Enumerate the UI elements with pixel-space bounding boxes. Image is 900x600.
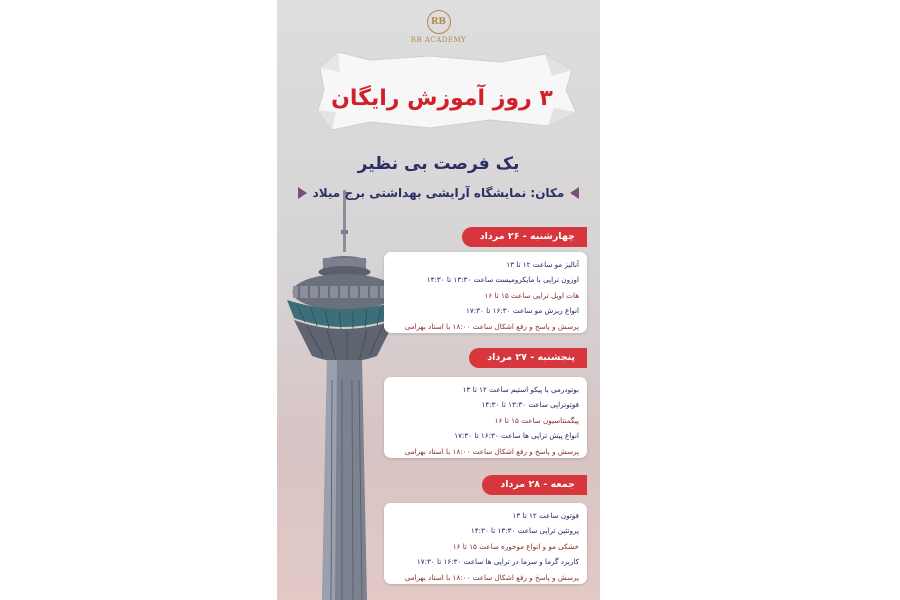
- schedule-item: هات اویل تراپی ساعت ۱۵ تا ۱۶: [484, 290, 579, 300]
- schedule-item: پرسش و پاسخ و رفع اشکال ساعت ۱۸:۰۰ با استاد بهرامی: [404, 446, 579, 456]
- logo-emblem-icon: RB: [427, 10, 451, 34]
- schedule-card-wednesday: [384, 252, 587, 333]
- schedule-item: پیگمنتاسیون ساعت ۱۵ تا ۱۶: [494, 415, 579, 425]
- poster: [277, 0, 600, 600]
- schedule-item: انواع پیش تراپی ها ساعت ۱۶:۳۰ تا ۱۷:۳۰: [454, 431, 579, 441]
- bullet-right-icon: [298, 187, 307, 199]
- schedule-item: پرسش و پاسخ و رفع اشکال ساعت ۱۸:۰۰ با استاد بهرامی: [404, 321, 579, 331]
- day-tab-friday: جمعه - ۲۸ مرداد: [482, 475, 587, 495]
- brand-logo: [277, 10, 600, 44]
- schedule-item: فوتون ساعت ۱۲ تا ۱۳: [512, 511, 579, 520]
- schedule-item: انواع ریزش مو ساعت ۱۶:۳۰ تا ۱۷:۳۰: [466, 306, 579, 316]
- day-tab-wednesday: چهارشنبه - ۲۶ مرداد: [462, 227, 587, 247]
- headline: ۳ روز آموزش رایگان: [331, 86, 553, 111]
- subtitle: یک فرصت بی نظیر: [357, 154, 520, 174]
- day-tab-thursday: پنجشنبه - ۲۷ مرداد: [469, 348, 587, 368]
- schedule-item: فوتوتراپی ساعت ۱۳:۳۰ تا ۱۴:۳۰: [481, 400, 579, 410]
- schedule-item: آنالیز مو ساعت ۱۲ تا ۱۳: [506, 260, 579, 269]
- schedule-item: پرسش و پاسخ و رفع اشکال ساعت ۱۸:۰۰ با استاد بهرامی: [404, 572, 579, 582]
- location-line: [297, 186, 580, 200]
- schedule-item: خشکی مو و انواع موخوره ساعت ۱۵ تا ۱۶: [452, 541, 579, 551]
- schedule-item: کاربرد گرما و سرما در تراپی ها ساعت ۱۶:۳۰ تا ۱۷:۳۰: [416, 557, 579, 567]
- bullet-left-icon: [570, 187, 579, 199]
- schedule-card-friday: [384, 503, 587, 584]
- schedule-item: اوزون تراپی با مایکرومیست ساعت ۱۳:۳۰ تا ۱۴:۳۰: [426, 275, 579, 285]
- brand-name: RB ACADEMY: [410, 36, 467, 44]
- schedule-card-thursday: [384, 377, 587, 458]
- location-text: مکان: نمایشگاه آرایشی بهداشتی برج میلاد: [312, 186, 565, 200]
- schedule-item: بوتودرمی با پیکو استیم ساعت ۱۲ تا ۱۳: [462, 385, 579, 394]
- schedule-item: پروتئین تراپی ساعت ۱۳:۳۰ تا ۱۴:۳۰: [470, 526, 579, 536]
